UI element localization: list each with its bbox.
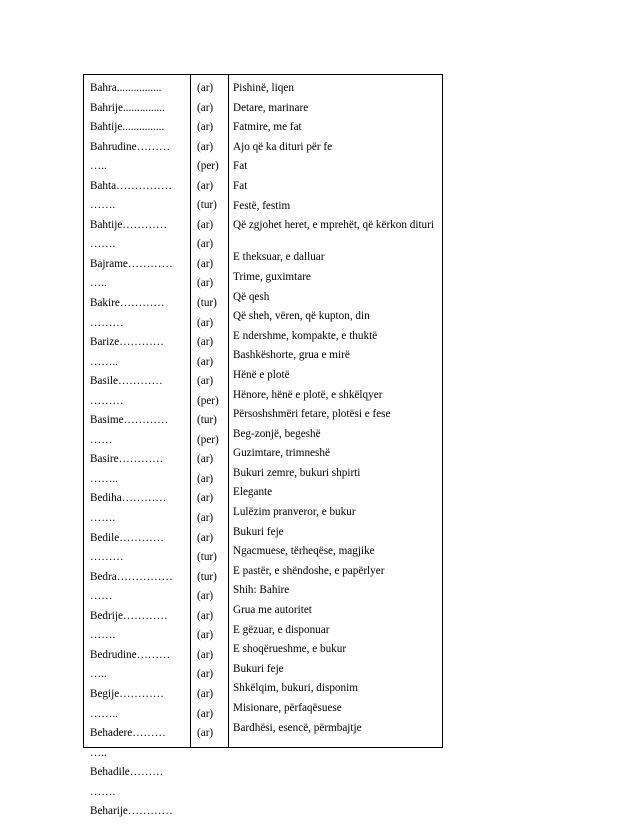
origin-entry: (per) — [197, 433, 219, 446]
name-entry: Basire………… — [90, 453, 164, 466]
name-entry: Bedrudine……… — [90, 648, 171, 661]
names-table — [83, 74, 443, 818]
name-entry: Bakire………… — [90, 297, 165, 310]
name-entry: Bediha………… — [90, 492, 167, 505]
meaning-entry: Bukuri feje — [233, 525, 284, 538]
origin-entry: (tur) — [197, 414, 217, 427]
name-entry: Barize………… — [90, 336, 164, 349]
origin-entry: (ar) — [197, 257, 214, 270]
name-entry: …….. — [90, 707, 118, 720]
name-entry: Bedile………… — [90, 531, 164, 544]
meaning-entry: Fat — [233, 160, 248, 173]
meaning-entry: E gëzuar, e disponuar — [233, 623, 330, 636]
name-entry: …….. — [90, 472, 118, 485]
meaning-entry: Shkëlqim, bukuri, disponim — [233, 682, 358, 695]
name-entry: Behadere……… — [90, 727, 166, 740]
name-entry: ……… — [90, 316, 124, 329]
name-entry: ….. — [90, 277, 107, 290]
origin-entry: (ar) — [197, 531, 214, 544]
column-divider-1 — [190, 75, 191, 747]
name-entry: Bedrije………… — [90, 609, 168, 622]
origin-entry: (ar) — [197, 609, 214, 622]
origin-entry: (ar) — [197, 179, 214, 192]
origin-column — [197, 82, 227, 747]
name-entry: …… — [90, 590, 113, 603]
name-entry: Bajrame………… — [90, 257, 173, 270]
origin-entry: (ar) — [197, 101, 214, 114]
meaning-entry: Misionare, përfaqësuese — [233, 702, 342, 714]
name-entry: Bahra................ — [90, 82, 162, 94]
meaning-entry: Bukuri zemre, bukuri shpirti — [233, 466, 361, 479]
origin-entry: (tur) — [197, 551, 217, 564]
meaning-entry: E shoqërueshme, e bukur — [233, 643, 347, 656]
meaning-entry: Bukuri feje — [233, 662, 284, 675]
meaning-entry: Festë, festim — [233, 199, 291, 212]
origin-entry: (ar) — [197, 238, 214, 251]
meaning-entry: Guzimtare, trimneshë — [233, 447, 330, 460]
name-entry: Bahrije............... — [90, 101, 165, 114]
origin-entry: (ar) — [197, 336, 214, 349]
origin-entry: (per) — [197, 394, 219, 407]
meaning-entry: Që zgjohet heret, e mprehët, që kërkon dituri — [233, 219, 434, 232]
meaning-entry: Elegante — [233, 486, 273, 499]
meaning-entry: Pishinë, liqen — [233, 82, 294, 94]
name-entry: Bahta…………… — [90, 179, 173, 192]
name-entry: ….. — [90, 746, 107, 759]
name-entry: ……. — [90, 238, 116, 251]
meaning-entry: Beg-zonjë, begeshë — [233, 427, 321, 440]
name-entry: Bedra…………… — [90, 570, 173, 583]
origin-entry: (ar) — [197, 727, 214, 740]
column-divider-2 — [228, 75, 229, 747]
origin-entry: (ar) — [197, 82, 214, 94]
name-entry: ……. — [90, 512, 116, 525]
origin-entry: (per) — [197, 160, 219, 173]
name-entry: Beharije………… — [90, 805, 173, 818]
meaning-entry: Ajo që ka dituri për fe — [233, 140, 333, 153]
origin-entry: (tur) — [197, 570, 217, 583]
meaning-entry: Hënore, hënë e plotë, e shkëlqyer — [233, 388, 383, 401]
name-entry: ……. — [90, 199, 116, 212]
origin-entry: (ar) — [197, 492, 214, 505]
origin-entry: (ar) — [197, 472, 214, 485]
name-entry: Bahtije………… — [90, 218, 168, 231]
name-entry: ……… — [90, 394, 124, 407]
origin-entry: (ar) — [197, 316, 214, 329]
meaning-entry: Përsoshshmëri fetare, plotësi e fese — [233, 408, 391, 421]
name-column — [90, 82, 188, 825]
name-entry: ….. — [90, 668, 107, 681]
meaning-entry: Detare, marinare — [233, 101, 309, 114]
meaning-entry: Bardhësi, esencë, përmbajtje — [233, 721, 362, 734]
name-entry: …….. — [90, 355, 118, 368]
name-entry: ……… — [90, 551, 124, 564]
meaning-entry: E ndershme, kompakte, e thuktë — [233, 329, 378, 342]
name-entry: ….. — [90, 160, 107, 173]
meaning-entry: Hënë e plotë — [233, 368, 290, 381]
origin-entry: (ar) — [197, 277, 214, 290]
origin-entry: (ar) — [197, 648, 214, 661]
origin-entry: (ar) — [197, 375, 214, 388]
origin-entry: (ar) — [197, 355, 214, 368]
meaning-entry: Që sheh, vëren, që kupton, din — [233, 310, 370, 323]
origin-entry: (ar) — [197, 453, 214, 466]
meaning-entry: E pastër, e shëndoshe, e papërlyer — [233, 564, 385, 577]
name-entry: Begije………… — [90, 687, 164, 700]
meaning-entry: E theksuar, e dalluar — [233, 251, 325, 264]
origin-entry: (ar) — [197, 590, 214, 603]
meaning-column — [233, 82, 441, 741]
origin-entry: (tur) — [197, 297, 217, 310]
meaning-entry: Fat — [233, 179, 248, 192]
meaning-entry: Trime, guximtare — [233, 270, 311, 283]
name-entry: Basile………… — [90, 375, 163, 388]
meaning-entry: Ngacmuese, tërheqëse, magjike — [233, 545, 375, 558]
origin-entry: (ar) — [197, 687, 214, 700]
name-entry: Bahrudine……… — [90, 140, 171, 153]
name-entry: Behadile……… — [90, 766, 164, 779]
origin-entry: (ar) — [197, 668, 214, 681]
meaning-entry: Lulëzim pranveror, e bukur — [233, 506, 356, 519]
origin-entry: (ar) — [197, 629, 214, 642]
name-entry: …… — [90, 433, 113, 446]
origin-entry: (ar) — [197, 707, 214, 720]
origin-entry: (ar) — [197, 512, 214, 525]
name-entry: Bahtije............... — [90, 121, 165, 134]
origin-entry: (ar) — [197, 121, 214, 134]
meaning-entry: Që qesh — [233, 290, 270, 303]
origin-entry: (ar) — [197, 140, 214, 153]
name-entry: Basime………… — [90, 414, 169, 427]
name-entry: ……. — [90, 785, 116, 798]
origin-entry: (tur) — [197, 199, 217, 212]
origin-entry: (ar) — [197, 218, 214, 231]
meaning-entry: Bashkëshorte, grua e mirë — [233, 349, 350, 362]
meaning-entry: Grua me autoritet — [233, 604, 312, 617]
meaning-entry: Fatmire, me fat — [233, 121, 302, 134]
meaning-entry: Shih: Bahire — [233, 584, 290, 597]
name-entry: ……. — [90, 629, 116, 642]
